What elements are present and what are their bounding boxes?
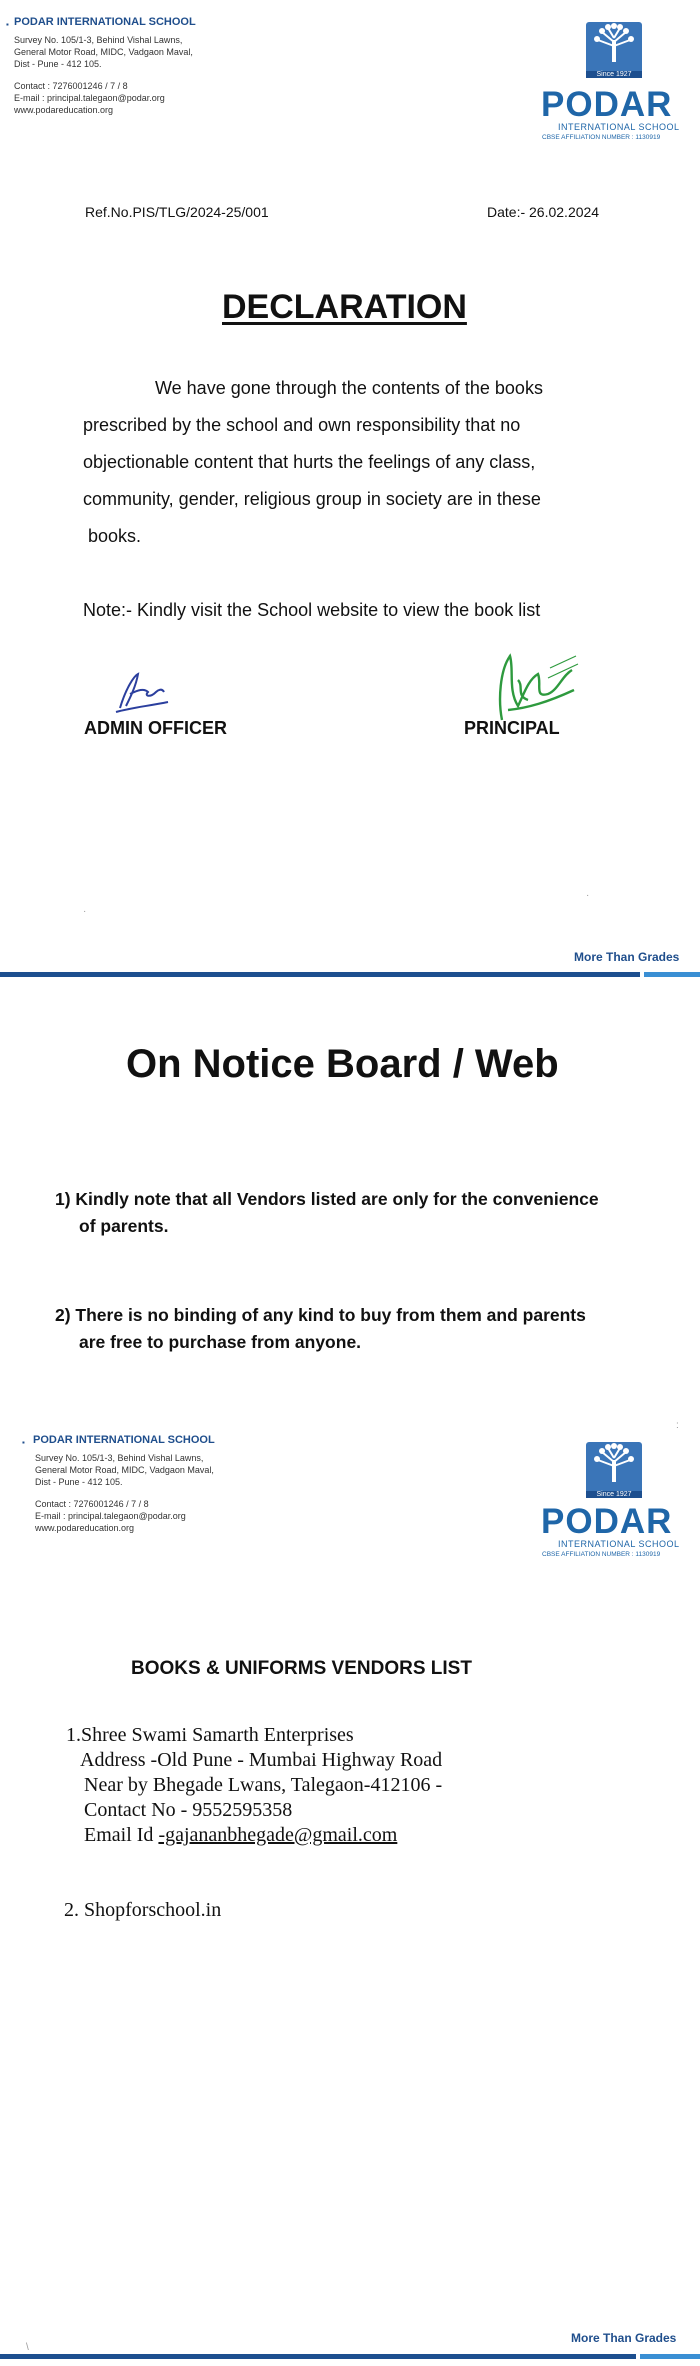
contact-number: Contact : 7276001246 / 7 / 8 — [14, 81, 128, 91]
podar-subtitle: INTERNATIONAL SCHOOL — [558, 122, 680, 132]
footer-rule — [0, 972, 640, 977]
address-line: Survey No. 105/1-3, Behind Vishal Lawns, — [35, 1453, 204, 1463]
vendor-email-link[interactable]: -gajananbhegade@gmail.com — [158, 1824, 398, 1846]
website-link[interactable]: www.podareducation.org — [14, 105, 114, 115]
vendor-contact: Contact No - 9552595358 — [84, 1799, 293, 1821]
admin-officer-label: ADMIN OFFICER — [84, 718, 227, 738]
notice-item-line: 1) Kindly note that all Vendors listed are only for the convenience — [55, 1189, 599, 1209]
podar-wordmark: PODAR — [541, 1502, 673, 1541]
podar-wordmark: PODAR — [541, 85, 673, 124]
bullet-mark: ▪ — [6, 20, 9, 29]
email-address: E-mail : principal.talegaon@podar.org — [14, 93, 165, 103]
notice-title: On Notice Board / Web — [126, 1042, 559, 1086]
address-line: Dist - Pune - 412 105. — [14, 59, 102, 69]
document-date: Date:- 26.02.2024 — [487, 204, 600, 220]
contact-number: Contact : 7276001246 / 7 / 8 — [35, 1499, 149, 1509]
address-line: General Motor Road, MIDC, Vadgaon Maval, — [14, 47, 193, 57]
principal-label: PRINCIPAL — [464, 718, 560, 738]
address-line: Dist - Pune - 412 105. — [35, 1477, 123, 1487]
footer-tagline: More Than Grades — [571, 2331, 677, 2345]
school-name: PODAR INTERNATIONAL SCHOOL — [33, 1434, 215, 1446]
vendor-name: 1.Shree Swami Samarth Enterprises — [66, 1724, 354, 1746]
declaration-title: DECLARATION — [222, 288, 467, 326]
school-address — [14, 34, 193, 116]
scan-mark: · — [586, 890, 590, 901]
vendor-email-row — [66, 1823, 442, 1848]
admin-signature — [108, 668, 174, 716]
logo-since: Since 1927 — [586, 1491, 642, 1498]
notice-item — [55, 1302, 586, 1356]
footer-rule — [0, 2354, 636, 2359]
book-list-note: Note:- Kindly visit the School website to view the book list — [83, 600, 541, 620]
vendor-entry — [66, 1723, 442, 1848]
paragraph-line: prescribed by the school and own responsibility that no — [83, 415, 521, 435]
podar-subtitle: INTERNATIONAL SCHOOL — [558, 1539, 680, 1549]
vendor-address: Near by Bhegade Lwans, Talegaon-412106 - — [84, 1774, 443, 1796]
address-line: Survey No. 105/1-3, Behind Vishal Lawns, — [14, 35, 183, 45]
cbse-affiliation: CBSE AFFILIATION NUMBER : 1130919 — [542, 1551, 661, 1558]
school-name: PODAR INTERNATIONAL SCHOOL — [14, 16, 196, 28]
school-address — [35, 1452, 214, 1534]
notice-item-line: of parents. — [79, 1216, 169, 1236]
logo-since: Since 1927 — [586, 71, 642, 78]
vendor-entry[interactable]: 2. Shopforschool.in — [64, 1899, 222, 1921]
tree-logo-icon — [586, 22, 642, 78]
vendor-address: Address -Old Pune - Mumbai Highway Road — [80, 1749, 443, 1771]
paragraph-line: objectionable content that hurts the feelings of any class, — [83, 452, 536, 472]
paragraph-line: community, gender, religious group in society are in these — [83, 489, 541, 509]
tree-logo-icon — [586, 1442, 642, 1498]
notice-item — [55, 1186, 599, 1240]
website-link[interactable]: www.podareducation.org — [35, 1523, 135, 1533]
footer-rule-accent — [640, 2354, 700, 2359]
scan-mark: : — [676, 1420, 679, 1431]
notice-item-line: 2) There is no binding of any kind to buy from them and parents — [55, 1305, 586, 1325]
address-line: General Motor Road, MIDC, Vadgaon Maval, — [35, 1465, 214, 1475]
reference-number: Ref.No.PIS/TLG/2024-25/001 — [85, 204, 269, 220]
vendors-list-title: BOOKS & UNIFORMS VENDORS LIST — [131, 1658, 472, 1679]
podar-logo-emblem — [586, 1442, 642, 1498]
declaration-paragraph — [83, 370, 643, 555]
paragraph-line: books. — [88, 526, 142, 546]
paragraph-line: We have gone through the contents of the books — [155, 378, 543, 398]
cbse-affiliation: CBSE AFFILIATION NUMBER : 1130919 — [542, 134, 661, 141]
podar-logo-emblem — [586, 22, 642, 78]
footer-tagline: More Than Grades — [574, 950, 680, 964]
bullet-mark: ▪ — [22, 1438, 25, 1447]
footer-rule-accent — [644, 972, 700, 977]
notice-item-line: are free to purchase from anyone. — [79, 1332, 362, 1352]
email-address: E-mail : principal.talegaon@podar.org — [35, 1511, 186, 1521]
vendor-email-label: Email Id — [84, 1824, 159, 1846]
scan-mark: · — [83, 906, 87, 917]
scan-mark: \ — [26, 2342, 29, 2353]
